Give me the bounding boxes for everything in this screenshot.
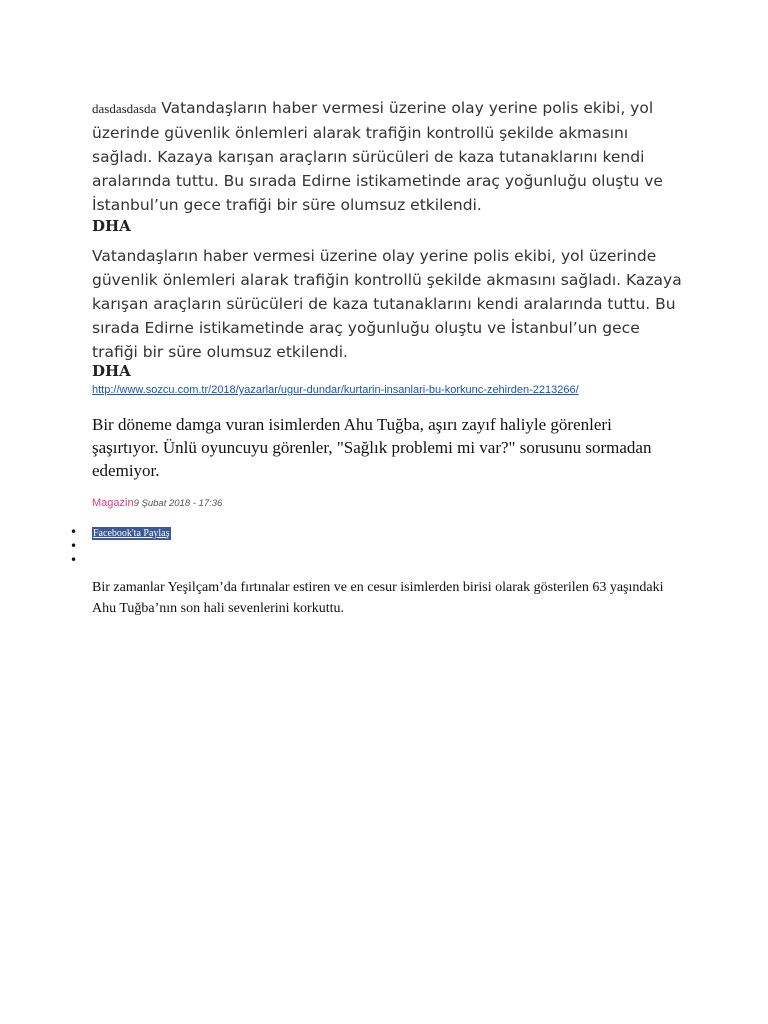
paragraph-1-text: Vatandaşların haber vermesi üzerine olay yerine polis ekibi, yol üzerinde güvenlik önlemleri alarak trafiğin kontrollü şekilde akmasını sağladı. Kazaya karışan araçların sürücüleri de kaza tutanaklarını kendi aralarında tuttu. Bu sırada Edirne istikametinde araç yoğunluğu oluştu ve İstanbul’un gece trafiği bir süre olumsuz etkilendi. [92,99,663,214]
article-link[interactable]: http://www.sozcu.com.tr/2018/yazarlar/ugur-dundar/kurtarin-insanlari-bu-korkunc-zehirden-2213266/ [92,384,579,396]
paragraph-prefix: dasdasdasda [92,101,157,116]
share-item-facebook [70,525,682,539]
publish-date: 9 Şubat 2018 - 17:36 [133,498,223,509]
paragraph-1 [92,96,682,217]
bullet-icon: • [70,539,78,553]
article-body: Bir zamanlar Yeşilçam’da fırtınalar estiren ve en cesur isimlerden birisi olarak gösterilen 63 yaşındaki Ahu Tuğba’nın son hali sevenlerini korkuttu. [92,580,664,616]
article-content [70,96,682,619]
source-label-2: DHA [92,362,131,380]
source-label-1: DHA [92,217,131,235]
article-headline: Bir döneme damga vuran isimlerden Ahu Tuğba, aşırı zayıf haliyle görenleri şaşırtıyor. Ünlü oyuncuyu görenler, "Sağlık problemi mi var?" sorusunu sormadan edemiyor. [92,415,652,480]
bullet-icon: • [70,553,78,567]
category-link[interactable]: Magazin [92,497,134,509]
share-item-empty [70,553,682,567]
share-list [70,525,682,567]
share-item-empty [70,539,682,553]
facebook-share-button[interactable]: Facebook'ta Paylaş [93,528,170,539]
article-meta [92,496,682,511]
paragraph-2: Vatandaşların haber vermesi üzerine olay yerine polis ekibi, yol üzerinde güvenlik önlemleri alarak trafiğin kontrollü şekilde akmasını sağladı. Kazaya karışan araçların sürücüleri de kaza tutanaklarını kendi aralarında tuttu. Bu sırada Edirne istikametinde araç yoğunluğu oluştu ve İstanbul’un gece trafiği bir süre olumsuz etkilendi. [92,247,682,361]
bullet-icon: • [70,525,78,539]
